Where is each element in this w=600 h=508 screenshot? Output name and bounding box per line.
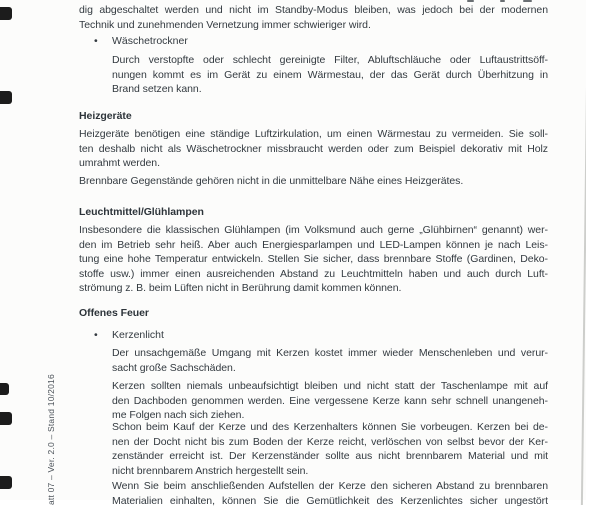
section-heading-heizgeraete: Heizgeräte	[79, 110, 132, 122]
list-item-candlelight	[94, 328, 548, 343]
paragraph-candles-danger: Der unsachgemäße Umgang mit Kerzen kostet immer wieder Menschenleben und verur- sacht große Sachschäden.	[112, 347, 548, 374]
cut-text-remnant	[523, 0, 532, 2]
list-item-dryer	[94, 34, 548, 49]
paragraph-standby-continued: dig abgeschaltet werden und nicht im Standby-Modus bleiben, was jedoch bei der modernen Technik und zunehmenden Vernetzung immer schwieriger wird.	[79, 4, 548, 31]
paragraph-dryer-warning: Durch verstopfte oder schlecht gereinigte Filter, Abluftschläuche oder Luftaustrittsöff- nungen kommt es im Gerät zu einem Wärmestau, der das Gerät durch Überhitzung in Brand setzen kann.	[112, 54, 548, 95]
paragraph-candles-placement: Wenn Sie beim anschließenden Aufstellen der Kerze den sicheren Abstand zu brennbaren Materialien einhalten, können Sie die Gemütlichkeit des Kerzenlichtes sicher ungestört	[112, 480, 548, 507]
paragraph-heaters-circulation: Heizgeräte benötigen eine ständige Luftzirkulation, um einen Wärmestau zu vermeiden. Sie soll- ten deshalb nicht als Wäschetrockner missbraucht werden oder zum Beispiel dekorativ mit Holz umrahmt werden.	[79, 128, 548, 169]
scan-registration-mark	[0, 476, 12, 489]
paragraph-candles-unattended: Kerzen sollten niemals unbeaufsichtigt bleiben und nicht statt der Taschenlampe mit auf den Dachboden genommen werden. Eine vergessene Kerze kann sehr schnell unangeneh- me Folgen nach sich ziehen.	[112, 380, 548, 421]
paragraph-bulbs: Insbesondere die klassischen Glühlampen (im Volksmund auch gerne „Glühbirnen“ genannt) wer- den im Betrieb sehr heiß. Aber auch Energiesparlampen und LED-Lampen können je nach Leis- tung eine hohe Temperatur entwickeln. Stellen Sie sicher, dass brennbare Stoffe (Gardinen, Deko- stoffe usw.) immer einen ausreichenden Abstand zu Leuchtmitteln haben und auch durch Luft- strömung z. B. beim Lüften nicht in Berührung damit kommen können.	[79, 224, 548, 294]
list-item-label: Kerzenlicht	[112, 329, 164, 341]
section-heading-offenes-feuer: Offenes Feuer	[79, 307, 149, 319]
scan-registration-mark	[0, 383, 9, 395]
document-version-stamp: att 07 – Ver. 2.0 – Stand 10/2016	[46, 374, 56, 505]
bullet-icon: •	[94, 35, 98, 47]
paragraph-heaters-flammables: Brennbare Gegenstände gehören nicht in die unmittelbare Nähe eines Heizgerätes.	[79, 175, 464, 187]
list-item-label: Wäschetrockner	[112, 35, 188, 47]
scan-registration-mark	[0, 91, 12, 104]
scan-background-strip	[586, 0, 600, 500]
paragraph-candles-purchase: Schon beim Kauf der Kerze und des Kerzenhalters können Sie vorbeugen. Kerzen bei de- nen der Docht nicht bis zum Boden der Kerze reicht, verlöschen von selbst bevor der Ker- zenständer erreicht ist. Der Kerzenständer sollte aus nicht brennbarem Material und mit nicht brennbarem Anstrich hergestellt sein.	[112, 421, 548, 477]
cut-text-remnant	[500, 0, 505, 2]
scan-registration-mark	[0, 7, 12, 20]
scan-registration-mark	[0, 412, 12, 425]
section-heading-leuchtmittel: Leuchtmittel/Glühlampen	[79, 206, 204, 218]
cut-text-remnant	[467, 0, 474, 2]
bullet-icon: •	[94, 329, 98, 341]
